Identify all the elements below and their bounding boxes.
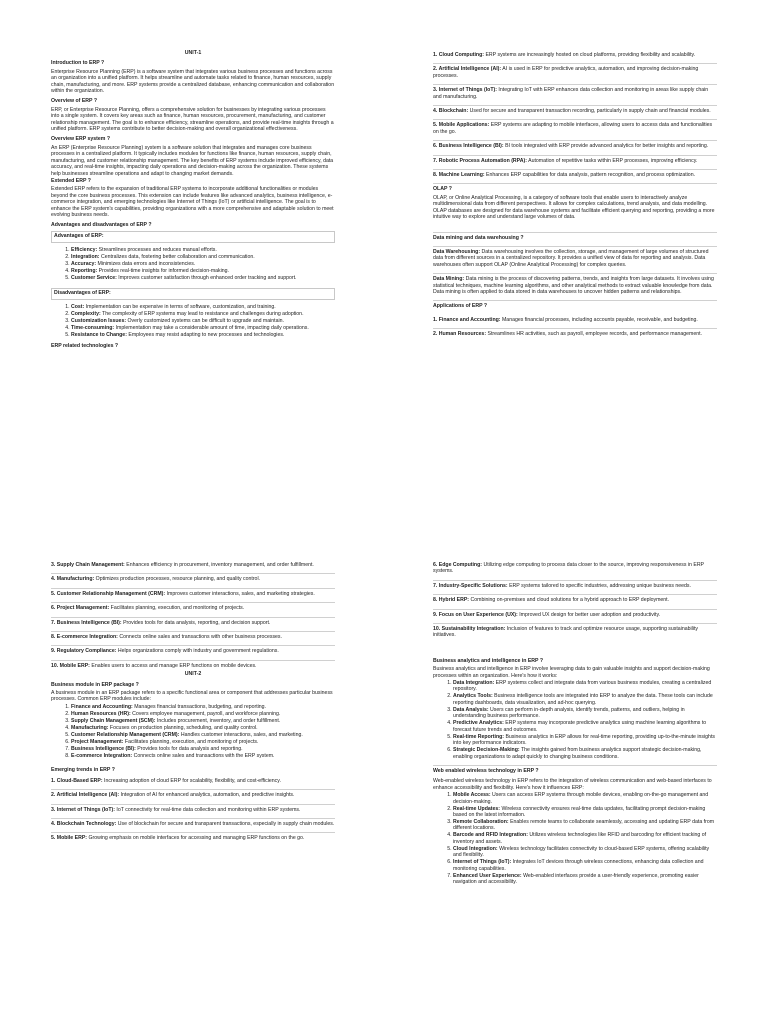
dw-text: Data warehousing involves the collection, storage, and management of large volumes of structured data from different sources in a centralized repository. It provides a unified view of data for reporting and analysis. Data warehouses often support OLAP (Online Analytical Processing) for complex queries.	[433, 248, 709, 268]
list-item-text: Manages financial transactions, budgeting, and reporting.	[132, 703, 267, 710]
list-item-text: Handles customer interactions, sales, and marketing.	[179, 731, 303, 738]
list-item-term: Enhanced User Experience:	[453, 872, 522, 879]
item-text: Optimizes production processes, resource planning, and quality control.	[94, 576, 261, 583]
list-item	[453, 707, 717, 720]
item-text: AI is used in ERP for predictive analytics, automation, and improving decision-making processes.	[433, 66, 699, 79]
list-item-text: The complexity of ERP systems may lead to resistance and challenges during adoption.	[100, 310, 304, 317]
list-item-term: Analytics Tools:	[453, 693, 493, 700]
list-item	[453, 680, 717, 693]
olap-heading: OLAP ?	[433, 186, 452, 193]
item-term: 2. Human Resources:	[433, 331, 487, 338]
disadvantages-list	[51, 304, 335, 338]
list-item-term: Cost:	[71, 303, 85, 310]
item-block	[433, 169, 717, 178]
list-item	[71, 318, 335, 324]
apps-cont-list	[51, 560, 335, 669]
overview-heading: Overview of ERP ?	[51, 98, 98, 105]
item-text: Enhances efficiency in procurement, inventory management, and order fulfillment.	[124, 562, 314, 568]
item-term: 5. Mobile ERP:	[51, 835, 88, 842]
list-item-term: Accuracy:	[71, 261, 97, 268]
item-term: 9. Focus on User Experience (UX):	[433, 611, 518, 618]
list-item-term: Data Analysis:	[453, 706, 489, 713]
item-text: Automation of repetitive tasks within ERP processes, improving efficiency.	[526, 157, 698, 164]
item-text: Helps organizations comply with industry and government regulations.	[116, 648, 279, 655]
item-block	[433, 84, 717, 100]
item-text: BI tools integrated with ERP provide advanced analytics for better insights and reporting.	[503, 143, 709, 150]
list-item-term: E-commerce Integration:	[71, 752, 133, 759]
item-text: ERP systems are adapting to mobile interfaces, allowing users to access data and functionalities on the go.	[433, 122, 713, 135]
list-item-term: Customer Relationship Management (CRM):	[71, 731, 180, 738]
item-term: 6. Business Intelligence (BI):	[433, 143, 504, 150]
list-item-term: Predictive Analytics:	[453, 720, 504, 727]
item-term: 5. Customer Relationship Management (CRM):	[51, 590, 166, 597]
list-item	[71, 753, 335, 759]
item-text: Used for secure and transparent transaction recording, particularly in supply chain and financial modules.	[468, 108, 711, 115]
list-item-text: Provides tools for data analysis and reporting.	[135, 745, 243, 752]
list-item-text: Includes procurement, inventory, and order fulfillment.	[155, 717, 281, 724]
item-block	[51, 631, 335, 640]
list-item-term: Efficiency:	[71, 247, 98, 254]
item-block	[51, 617, 335, 626]
list-item	[71, 254, 335, 260]
extended-text: Extended ERP refers to the expansion of traditional ERP systems to incorporate additional functionalities or modules beyond the core business processes. This extension can include features like advanced analytics, business intelligence, e-commerce integration, and emerging technologies like Internet of Things (IoT) or artificial intelligence. The goal is to enhance the ERP system's capabilities, providing organizations with a more comprehensive and adaptable solution to meet evolving business needs.	[51, 186, 334, 218]
item-block	[433, 623, 717, 639]
apps-section	[433, 300, 717, 309]
item-block	[51, 602, 335, 611]
item-text: Increasing adoption of cloud ERP for scalability, flexibility, and cost-efficiency.	[102, 777, 281, 784]
tech-heading: ERP related technologies ?	[51, 343, 119, 350]
modules-list	[51, 704, 335, 759]
list-item	[71, 732, 335, 738]
item-block	[433, 580, 717, 589]
item-block	[51, 660, 335, 669]
item-term: 8. E-commerce Integration:	[51, 634, 118, 641]
item-text: Integrating IoT with ERP enhances data collection and monitoring in areas like supply chain and manufacturing.	[433, 87, 709, 100]
item-term: 10. Sustainability Integration:	[433, 626, 506, 633]
tech-list	[433, 50, 717, 178]
dm-heading: Data mining and data warehousing ?	[433, 234, 524, 241]
list-item	[453, 832, 717, 845]
advantages-box	[51, 231, 335, 243]
list-item-text: Users can access ERP systems through mobile devices, enabling on-the-go management and decision-making.	[453, 792, 709, 805]
list-item	[453, 846, 717, 859]
item-term: 7. Business Intelligence (BI):	[51, 619, 122, 626]
list-item-term: Supply Chain Management (SCM):	[71, 717, 156, 724]
item-block	[433, 50, 717, 58]
list-item-text: Business analytics in ERP allows for real-time reporting, providing up-to-the-minute insights into key performance indicators.	[453, 733, 715, 747]
dmining-text: Data mining is the process of discovering patterns, trends, and insights from large datasets. It involves using statistical techniques, machine learning algorithms, and other analytical methods to extract valuable knowledge from data. Data mining is often applied to data stored in data warehouses to uncover hidden patterns and relationships.	[433, 276, 714, 295]
advantages-heading: Advantages of ERP:	[54, 232, 104, 239]
list-item-term: Reporting:	[71, 268, 98, 275]
item-term: 3. Internet of Things (IoT):	[51, 806, 115, 813]
item-block	[433, 155, 717, 164]
disadvantages-heading: Disadvantages of ERP:	[54, 289, 111, 296]
list-item	[453, 720, 717, 733]
item-block	[51, 804, 335, 813]
item-text: Growing emphasis on mobile interfaces for accessing and managing ERP functions on the go.	[87, 835, 305, 842]
unit-1-title: UNIT-1	[184, 50, 202, 56]
list-item-term: Manufacturing:	[71, 724, 109, 731]
item-text: Enables users to access and manage ERP functions on mobile devices.	[89, 662, 257, 669]
item-text: Integration of AI for enhanced analytics, automation, and predictive insights.	[119, 792, 295, 799]
item-text: Utilizing edge computing to process data closer to the source, improving responsiveness in ERP systems.	[433, 562, 704, 575]
page-1	[51, 50, 335, 352]
item-term: 1. Finance and Accounting:	[433, 316, 501, 323]
apps-heading: Applications of ERP ?	[433, 303, 488, 310]
item-text: ERP systems are increasingly hosted on cloud platforms, providing flexibility and scalability.	[484, 52, 696, 58]
list-item-text: Wireless technology facilitates connectivity to cloud-based ERP systems, offering scalability and flexibility.	[453, 845, 710, 859]
intro-text: Enterprise Resource Planning (ERP) is a software system that integrates various business processes and functions across an organization into a unified platform. It helps streamline and automate tasks related to finance, human resources, supply chain, manufacturing, and more. ERP systems provide a centralized database, enhancing communication and collaboration within the organization.	[51, 68, 335, 95]
list-item	[453, 873, 717, 886]
item-block	[433, 140, 717, 149]
item-term: 3. Internet of Things (IoT):	[433, 87, 497, 94]
ba-heading: Business analytics and intelligence in ERP ?	[433, 657, 544, 664]
list-item-term: Customer Service:	[71, 275, 117, 282]
list-item	[453, 747, 717, 760]
list-item	[71, 304, 335, 310]
list-item	[71, 247, 335, 253]
unit-2-title: UNIT-2	[184, 671, 202, 678]
list-item-term: Mobile Access:	[453, 792, 491, 799]
item-block	[433, 609, 717, 618]
item-term: 4. Blockchain Technology:	[51, 820, 117, 827]
list-item-term: Complexity:	[71, 310, 101, 317]
list-item-text: Employees may resist adapting to new processes and technologies.	[126, 331, 285, 338]
item-term: 2. Artificial Intelligence (AI):	[433, 66, 502, 73]
item-block	[51, 818, 335, 827]
system-text: An ERP (Enterprise Resource Planning) system is a software solution that integrates and manages core business processes in a centralized platform. It typically includes modules for functions like finance, human resources, supply chain, manufacturing, and customer relationship management. The key benefits of ERP systems include improved efficiency, data accuracy, and real-time insights, impacting daily operations and decision-making across the organization. These systems help businesses streamline operations and adapt to changing market demands.	[51, 144, 334, 177]
item-block	[433, 560, 717, 575]
list-item-term: Data Integration:	[453, 680, 495, 687]
item-term: 4. Blockchain:	[433, 108, 469, 115]
list-item-text: Business intelligence tools are integrated into ERP to analyze the data. These tools can include reporting dashboards, data visualization, and ad-hoc querying.	[453, 693, 713, 706]
item-block	[51, 776, 335, 784]
list-item-term: Time-consuming:	[71, 324, 115, 331]
dm-section	[433, 232, 717, 241]
list-item-term: Resistance to Change:	[71, 331, 127, 338]
item-text: Provides tools for data analysis, reporting, and decision support.	[121, 619, 271, 626]
list-item-term: Human Resources (HR):	[71, 710, 131, 717]
adv-dis-heading: Advantages and disadvantages of ERP ?	[51, 222, 152, 229]
list-item	[71, 325, 335, 331]
item-text: Improves customer interactions, sales, and marketing strategies.	[165, 590, 315, 597]
ba-text: Business analytics and intelligence in ERP involve leveraging data to gain valuable insights and support decision-making processes within an organization. Here's how it works:	[433, 666, 710, 679]
list-item-text: Covers employee management, payroll, and workforce planning.	[130, 710, 281, 717]
list-item-text: Overly customized systems can be difficult to upgrade and maintain.	[126, 317, 284, 324]
item-block	[433, 594, 717, 603]
list-item-text: Wireless connectivity ensures real-time data updates, facilitating prompt decision-making based on the latest information.	[453, 805, 706, 818]
list-item	[71, 725, 335, 731]
item-text: Facilitates planning, execution, and monitoring of projects.	[109, 605, 245, 612]
item-text: ERP systems tailored to specific industries, addressing unique business needs.	[507, 582, 691, 589]
item-block	[433, 119, 717, 135]
list-item-text: Integrates IoT devices through wireless connections, enhancing data collection and monitoring capabilities.	[453, 859, 704, 872]
item-block	[51, 789, 335, 798]
item-block	[51, 573, 335, 582]
overview-text: ERP, or Enterprise Resource Planning, offers a comprehensive solution for businesses by integrating various processes into a single system. It covers key areas such as finance, human resources, procurement, manufacturing, and customer relationship management. The goal is to enhance efficiency, streamline operations, and provide real-time insights through a unified platform. ERP systems contribute to better decision-making and overall organizational effectiveness.	[51, 106, 334, 133]
disadvantages-box	[51, 288, 335, 300]
item-text: Improved UX design for better user adoption and productivity.	[517, 611, 661, 618]
item-text: Connects online sales and transactions with other business processes.	[117, 634, 282, 641]
list-item-term: Cloud Integration:	[453, 845, 498, 852]
list-item-text: The insights gained from business analytics support strategic decision-making, enabling organizations to adapt quickly to changing business conditions.	[453, 747, 702, 760]
list-item-text: Streamlines processes and reduces manual efforts.	[97, 247, 217, 254]
list-item	[71, 332, 335, 338]
item-block	[51, 588, 335, 597]
list-item-text: Facilitates planning, execution, and monitoring of projects.	[123, 738, 259, 745]
item-term: 7. Industry-Specific Solutions:	[433, 582, 508, 589]
list-item-text: Users can perform in-depth analysis, identify trends, patterns, and outliers, helping in understanding business performance.	[453, 706, 685, 720]
list-item	[453, 693, 717, 706]
item-block	[51, 560, 335, 568]
list-item-text: Improves customer satisfaction through enhanced order tracking and support.	[116, 275, 297, 282]
list-item-term: Real-time Reporting:	[453, 733, 505, 740]
list-item-term: Finance and Accounting:	[71, 703, 133, 710]
list-item-text: Centralizes data, fostering better collaboration and communication.	[99, 254, 255, 261]
item-term: 7. Robotic Process Automation (RPA):	[433, 157, 527, 164]
list-item-text: Minimizes data errors and inconsistencies.	[96, 261, 196, 268]
item-term: 5. Mobile Applications:	[433, 122, 490, 129]
page-4	[433, 560, 717, 890]
list-item-text: Enables remote teams to collaborate seamlessly, accessing and updating ERP data from different locations.	[453, 818, 715, 832]
dw-block	[433, 246, 717, 268]
item-block	[433, 63, 717, 79]
list-item	[71, 739, 335, 745]
bm-text: A business module in an ERP package refers to a specific functional area or component that addresses particular business processes. Common ERP modules include:	[51, 690, 333, 703]
item-term: 4. Manufacturing:	[51, 576, 95, 583]
item-term: 10. Mobile ERP:	[51, 662, 90, 669]
advantages-list	[51, 247, 335, 281]
list-item	[71, 268, 335, 274]
extended-heading: Extended ERP ?	[51, 177, 91, 184]
list-item	[71, 746, 335, 752]
item-text: Streamlines HR activities, such as payroll, employee records, and performance management.	[486, 331, 703, 338]
web-list	[433, 792, 717, 885]
system-heading: Overview ERP system ?	[51, 136, 111, 143]
list-item-text: Web-enabled interfaces provide a user-friendly experience, promoting easier navigation and accessibility.	[453, 872, 699, 885]
item-term: 6. Project Management:	[51, 605, 110, 612]
item-term: 6. Edge Computing:	[433, 562, 482, 568]
trends-cont-list	[433, 560, 717, 639]
list-item-text: Utilizes wireless technologies like RFID and barcoding for efficient tracking of inventory and assets.	[453, 832, 707, 845]
item-block	[433, 315, 717, 323]
list-item-term: Remote Collaboration:	[453, 818, 509, 825]
item-text: IoT connectivity for real-time data collection and monitoring within ERP systems.	[114, 806, 301, 813]
item-term: 8. Hybrid ERP:	[433, 597, 470, 604]
list-item-term: Real-time Updates:	[453, 805, 500, 812]
trends-list	[51, 776, 335, 842]
apps-list	[433, 315, 717, 338]
item-term: 8. Machine Learning:	[433, 172, 485, 179]
olap-text: OLAP, or Online Analytical Processing, is a category of software tools that enable users to interactively analyze multidimensional data from different perspectives. It allows for complex calculations, trend analysis, and data modelling. OLAP databases are designed for data warehouse systems and facilitate efficient querying and reporting, providing a more intuitive way to explore and understand large volumes of data.	[433, 194, 715, 221]
ba-list	[433, 680, 717, 760]
item-text: Manages financial processes, including accounts payable, receivable, and budgeting.	[500, 316, 698, 323]
item-block	[433, 328, 717, 337]
olap-section	[433, 183, 717, 220]
item-text: Use of blockchain for secure and transparent transactions, especially in supply chain modules.	[116, 820, 335, 827]
list-item	[71, 275, 335, 281]
list-item	[71, 261, 335, 267]
list-item-text: Connects online sales and transactions with the ERP system.	[132, 752, 275, 759]
dmining-term: Data Mining:	[433, 276, 465, 283]
list-item-text: ERP systems may incorporate predictive analytics using machine learning algorithms to forecast future trends and outcomes.	[453, 720, 707, 733]
list-item-term: Customization Issues:	[71, 317, 127, 324]
list-item-text: ERP systems collect and integrate data from various business modules, creating a centralized repository.	[453, 680, 712, 693]
web-section	[433, 765, 717, 774]
list-item	[453, 792, 717, 805]
list-item	[453, 806, 717, 819]
list-item-term: Business Intelligence (BI):	[71, 745, 136, 752]
list-item-term: Barcode and RFID Integration:	[453, 832, 528, 839]
item-term: 3. Supply Chain Management:	[51, 562, 125, 568]
trends-heading: Emerging trends in ERP ?	[51, 767, 115, 774]
list-item-text: Focuses on production planning, scheduling, and quality control.	[108, 724, 258, 731]
dw-term: Data Warehousing:	[433, 248, 481, 255]
web-text: Web-enabled wireless technology in ERP refers to the integration of wireless communication and web-based interfaces to enhance accessibility and flexibility. Here's how it influences ERP:	[433, 778, 712, 791]
list-item-term: Project Management:	[71, 738, 124, 745]
item-term: 2. Artificial Intelligence (AI):	[51, 792, 120, 799]
page-3	[51, 560, 335, 847]
list-item-term: Strategic Decision-Making:	[453, 747, 520, 754]
list-item	[71, 704, 335, 710]
list-item	[71, 718, 335, 724]
list-item	[453, 859, 717, 872]
intro-heading: Introduction to ERP ?	[51, 60, 105, 67]
list-item	[453, 819, 717, 832]
list-item	[71, 711, 335, 717]
item-text: Combining on-premises and cloud solutions for a hybrid approach to ERP deployment.	[469, 597, 670, 604]
item-text: Enhances ERP capabilities for data analysis, pattern recognition, and process optimization.	[484, 172, 696, 179]
list-item	[71, 311, 335, 317]
dmining-block	[433, 273, 717, 295]
item-block	[433, 105, 717, 114]
list-item-term: Integration:	[71, 254, 100, 261]
item-term: 9. Regulatory Compliance:	[51, 648, 117, 655]
item-block	[51, 832, 335, 841]
bm-heading: Business module in ERP package ?	[51, 681, 139, 688]
page-2	[433, 50, 717, 343]
item-term: 1. Cloud-Based ERP:	[51, 777, 103, 784]
list-item-term: Internet of Things (IoT):	[453, 859, 512, 866]
item-term: 1. Cloud Computing:	[433, 52, 485, 58]
list-item	[453, 734, 717, 747]
list-item-text: Implementation may take a considerable amount of time, impacting daily operations.	[114, 324, 309, 331]
web-heading: Web enabled wireless technology in ERP ?	[433, 767, 539, 774]
item-text: Inclusion of features to track and optimize resource usage, supporting sustainability initiatives.	[433, 626, 698, 639]
list-item-text: Implementation can be expensive in terms of software, customization, and training.	[84, 303, 276, 310]
item-block	[51, 645, 335, 654]
list-item-text: Provides real-time insights for informed decision-making.	[97, 268, 229, 275]
